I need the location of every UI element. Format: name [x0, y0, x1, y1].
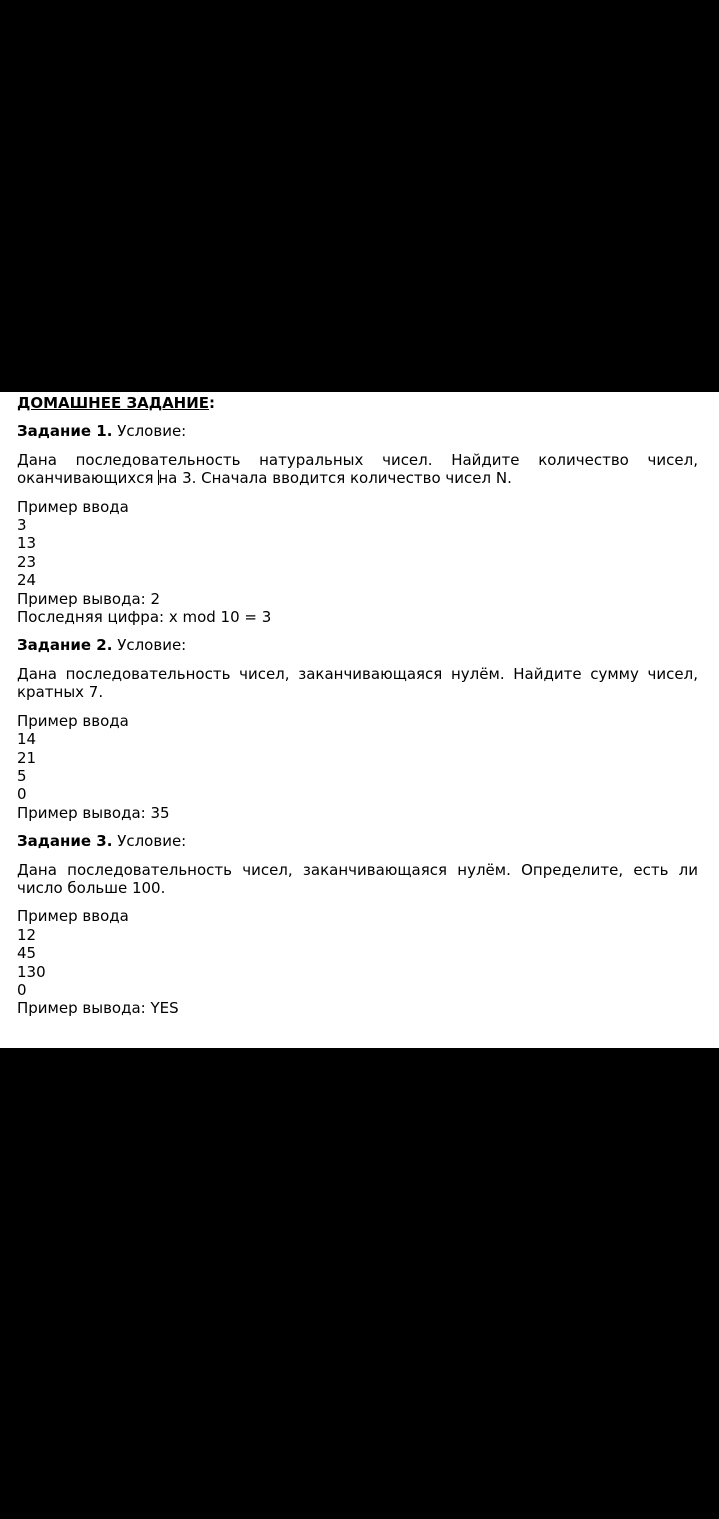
task-2-input-line: 0 [17, 785, 27, 804]
task-3-input-line: 130 [17, 962, 46, 981]
task-3-example [17, 907, 698, 1017]
task-1-input-line: 3 [17, 516, 27, 535]
task-3-input-line: 0 [17, 980, 27, 999]
task-1-output: Пример вывода: 2 [17, 589, 161, 608]
task-1-title [17, 422, 698, 440]
task-2-output: Пример вывода: 35 [17, 803, 170, 822]
task-1-example [17, 498, 698, 627]
task-3-number: Задание 3. [17, 832, 113, 851]
task-1-number: Задание 1. [17, 422, 113, 441]
task-2-input-line: 21 [17, 748, 37, 767]
task-1-text-part1: Дана последовательность натуральных чисел. Найдите количество чисел, оканчивающихся [17, 450, 698, 488]
task-1-input-line: 13 [17, 534, 37, 553]
heading-colon: : [209, 394, 216, 412]
task-3-title [17, 832, 698, 850]
task-3-input-label: Пример ввода [17, 907, 129, 926]
task-3-text: Дана последовательность чисел, заканчивающаяся нулём. Определите, есть ли число больше 100. [17, 860, 698, 897]
task-1-note: Последняя цифра: x mod 10 = 3 [17, 608, 272, 627]
task-2-text: Дана последовательность чисел, заканчивающаяся нулём. Найдите сумму чисел, кратных 7. [17, 664, 698, 702]
task-1-input-line: 24 [17, 571, 37, 590]
task-2-input-line: 5 [17, 766, 27, 785]
task-3-condition-label: Условие: [117, 832, 187, 851]
task-2-input-label: Пример ввода [17, 711, 129, 730]
document-page [0, 392, 719, 1048]
task-2-example [17, 712, 698, 822]
heading-text: ДОМАШНЕЕ ЗАДАНИЕ [17, 394, 210, 412]
task-3-output: Пример вывода: YES [17, 999, 179, 1018]
task-3-input-line: 12 [17, 925, 37, 944]
page-heading [17, 394, 698, 412]
task-1-input-line: 23 [17, 552, 37, 571]
task-1-condition-label: Условие: [117, 422, 187, 441]
task-2-input-line: 14 [17, 730, 37, 749]
task-3-input-line: 45 [17, 944, 37, 963]
task-1-text-part2: на 3. Сначала вводится количество чисел N. [158, 469, 512, 488]
task-2-number: Задание 2. [17, 636, 113, 655]
task-1-text [17, 451, 698, 488]
task-2-condition-label: Условие: [117, 636, 187, 655]
task-1-input-label: Пример ввода [17, 497, 129, 516]
task-2-title [17, 636, 698, 654]
